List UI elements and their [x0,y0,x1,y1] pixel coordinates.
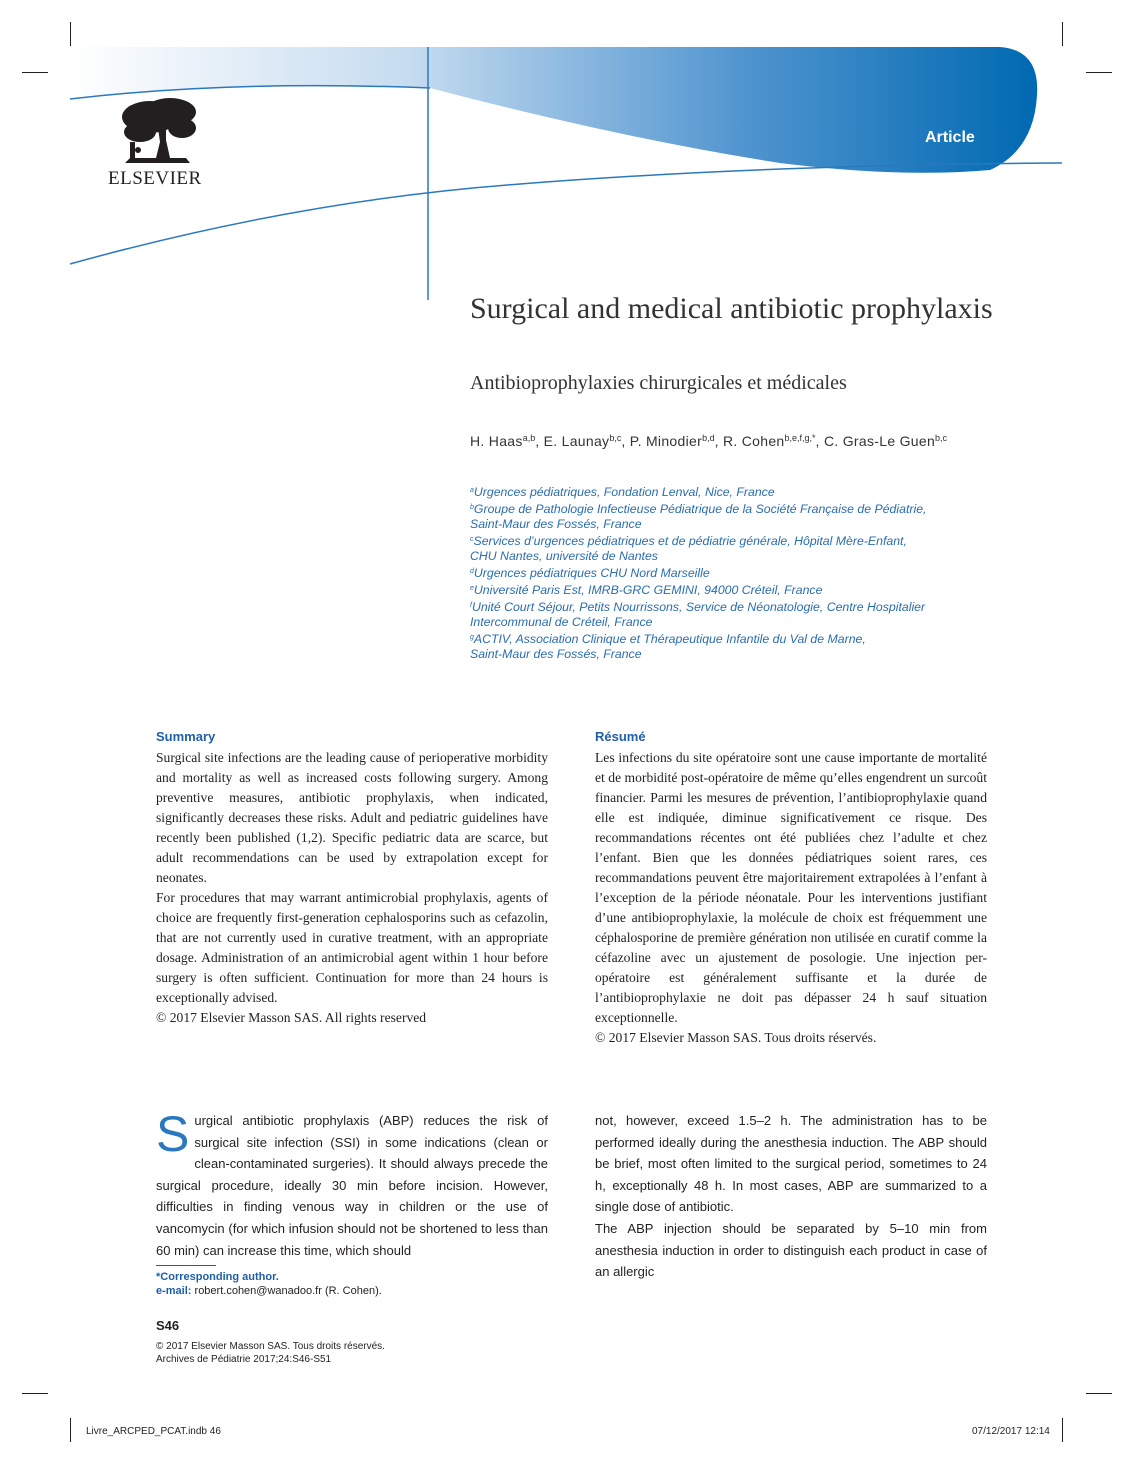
body-column-right [595,1110,987,1283]
affiliation-text: ACTIV, Association Clinique et Thérapeutique Infantile du Val de Marne, [473,632,866,646]
crop-mark [1086,1393,1112,1394]
body-paragraph: not, however, exceed 1.5–2 h. The administration has to be performed ideally during the anesthesia induction. The ABP should be brief, most often limited to the surgical period, sometimes to 24 h, exceptionally 48 h. In most cases, ABP are summarized to a single dose of antibiotic. [595,1113,987,1215]
footer-copyright: © 2017 Elsevier Masson SAS. Tous droits réservés. [156,1341,385,1352]
affiliation-marker: a [470,487,474,494]
author-separator: , [535,433,544,449]
resume-copyright: © 2017 Elsevier Masson SAS. Tous droits réservés. [595,1030,877,1045]
article-title: Surgical and medical antibiotic prophylaxis [470,292,993,325]
author-affiliation-marker: b,e,f,g,* [784,433,816,443]
author-affiliation-marker: b,c [935,433,948,443]
resume-paragraph: Les infections du site opératoire sont une cause importante de mortalité et de morbidité post-opératoire de même qu’elles engendrent un surcoût financier. Parmi les mesures de prévention, l’antibioprophylaxie quand elle est indiquée, diminue significativement ce risque. Des recommandations récentes ont été publiées chez l’adulte et chez l’enfant. Bien que les données pédiatriques soient rares, ces recommandations peuvent être majoritairement extrapolées à l’enfant à l’exception de la période néonatale. Pour les interventions justifiant d’une antibioprophylaxie, la molécule de choix est fréquemment une céphalosporine de première génération non utilisée en curatif comme la céfazoline avec un ajustement de posologie. Une injection per-opératoire est généralement suffisante et la durée de l’antibioprophylaxie ne doit pas dépasser 24 h sauf situation exceptionnelle. [595,750,987,1025]
author-name: C. Gras-Le Guen [823,433,936,449]
header-curve-line [70,163,1062,264]
summary-heading: Summary [156,729,216,744]
article-subtitle: Antibioprophylaxies chirurgicales et médicales [470,372,847,394]
section-tag: Article [925,129,975,146]
affiliation-line [470,598,990,615]
affiliation-marker: g [470,634,474,641]
affiliation-line [470,581,990,598]
corresponding-author-label: *Corresponding author. [156,1271,279,1283]
affiliation-line [470,517,990,532]
summary-copyright: © 2017 Elsevier Masson SAS. All rights reserved [156,1010,427,1025]
author-affiliation-marker: a,b [522,433,536,443]
author-affiliation-marker: b,c [609,433,622,443]
author-separator: , [621,433,630,449]
header-banner [0,0,1134,300]
body-column-left [156,1106,548,1261]
email-note [156,1285,382,1297]
affiliation-marker: b [470,504,474,511]
affiliation-line [470,564,990,581]
affiliation-marker: d [470,568,474,575]
author-name: E. Launay [543,433,610,449]
affiliation-text: Saint-Maur des Fossés, France [470,517,642,531]
footer-citation: Archives de Pédiatrie 2017;24:S46-S51 [156,1354,332,1365]
affiliation-text: Unité Court Séjour, Petits Nourrissons, Service de Néonatologie, Centre Hospitalier [471,600,926,614]
affiliation-line [470,615,990,630]
affiliation-text: Groupe de Pathologie Infectieuse Pédiatrique de la Société Française de Pédiatrie, [473,502,927,516]
affiliation-line [470,500,990,517]
slug-file: Livre_ARCPED_PCAT.indb 46 [86,1426,221,1437]
affiliation-line [470,532,990,549]
author-name: H. Haas [470,433,523,449]
author-name: R. Cohen [722,433,785,449]
summary-text [156,748,548,1028]
body-paragraph: urgical antibiotic prophylaxis (ABP) reduces the risk of surgical site infection (SSI) in some indications (clean or clean-contaminated surgeries). It should always precede the surgical procedure, ideally 30 min before incision. However, difficulties in finding venous way in children or the use of vancomycin (for which infusion should not be shortened to less than 60 min) can increase this time, which should [156,1113,548,1258]
resume-heading: Résumé [595,729,646,744]
affiliation-text: Urgences pédiatriques, Fondation Lenval, Nice, France [473,485,775,499]
author-list [470,433,947,449]
author-separator: , [815,433,824,449]
affiliation-line [470,483,990,500]
summary-paragraph: For procedures that may warrant antimicrobial prophylaxis, agents of choice are frequently first-generation cephalosporins such as cefazolin, that are not currently used in curative treatment, with an appropriate dosage. Administration of an antimicrobial agent within 1 hour before surgery is often sufficient. Continuation for more than 24 hours is exceptionally advised. [156,890,548,1005]
publisher-wordmark: ELSEVIER [108,168,202,189]
affiliation-text: CHU Nantes, université de Nantes [470,549,658,563]
affiliation-marker: f [470,602,472,609]
author-affiliation-marker: b,d [702,433,715,443]
slug-date: 07/12/2017 12:14 [972,1426,1050,1437]
author-name: P. Minodier [629,433,703,449]
affiliation-line [470,549,990,564]
affiliation-marker: c [470,536,474,543]
footnote-rule [156,1265,216,1266]
affiliation-text: Saint-Maur des Fossés, France [470,647,642,661]
page-number: S46 [156,1318,180,1333]
affiliation-text: Services d’urgences pédiatriques et de pédiatrie générale, Hôpital Mère-Enfant, [473,534,907,548]
author-separator: , [714,433,723,449]
affiliation-text: Intercommunal de Créteil, France [470,615,653,629]
affiliation-text: Urgences pédiatriques CHU Nord Marseille [473,566,710,580]
affiliation-list [470,483,990,662]
affiliation-line [470,630,990,647]
header-band [70,47,1037,173]
crop-mark [70,1418,71,1442]
email-link[interactable]: robert.cohen@wanadoo.fr (R. Cohen). [194,1285,382,1297]
affiliation-text: Université Paris Est, IMRB-GRC GEMINI, 94000 Créteil, France [473,583,823,597]
crop-mark [22,1393,48,1394]
crop-mark [1062,1418,1063,1442]
affiliation-marker: e [470,585,474,592]
dropcap: S [156,1106,190,1162]
elsevier-tree-logo [122,98,196,163]
resume-text [595,748,987,1048]
summary-paragraph: Surgical site infections are the leading cause of perioperative morbidity and mortality as well as increased costs following surgery. Among preventive measures, antibiotic prophylaxis, when indicated, significantly decreases these risks. Adult and pediatric guidelines have recently been published (1,2). Specific pediatric data are scarce, but adult recommendations can be used by extrapolation except for neonates. [156,750,548,885]
corresponding-author-note [156,1271,279,1283]
body-paragraph: The ABP injection should be separated by 5–10 min from anesthesia induction in order to distinguish each product in case of an allergic [595,1220,987,1280]
affiliation-line [470,647,990,662]
email-label: e-mail: [156,1285,192,1297]
